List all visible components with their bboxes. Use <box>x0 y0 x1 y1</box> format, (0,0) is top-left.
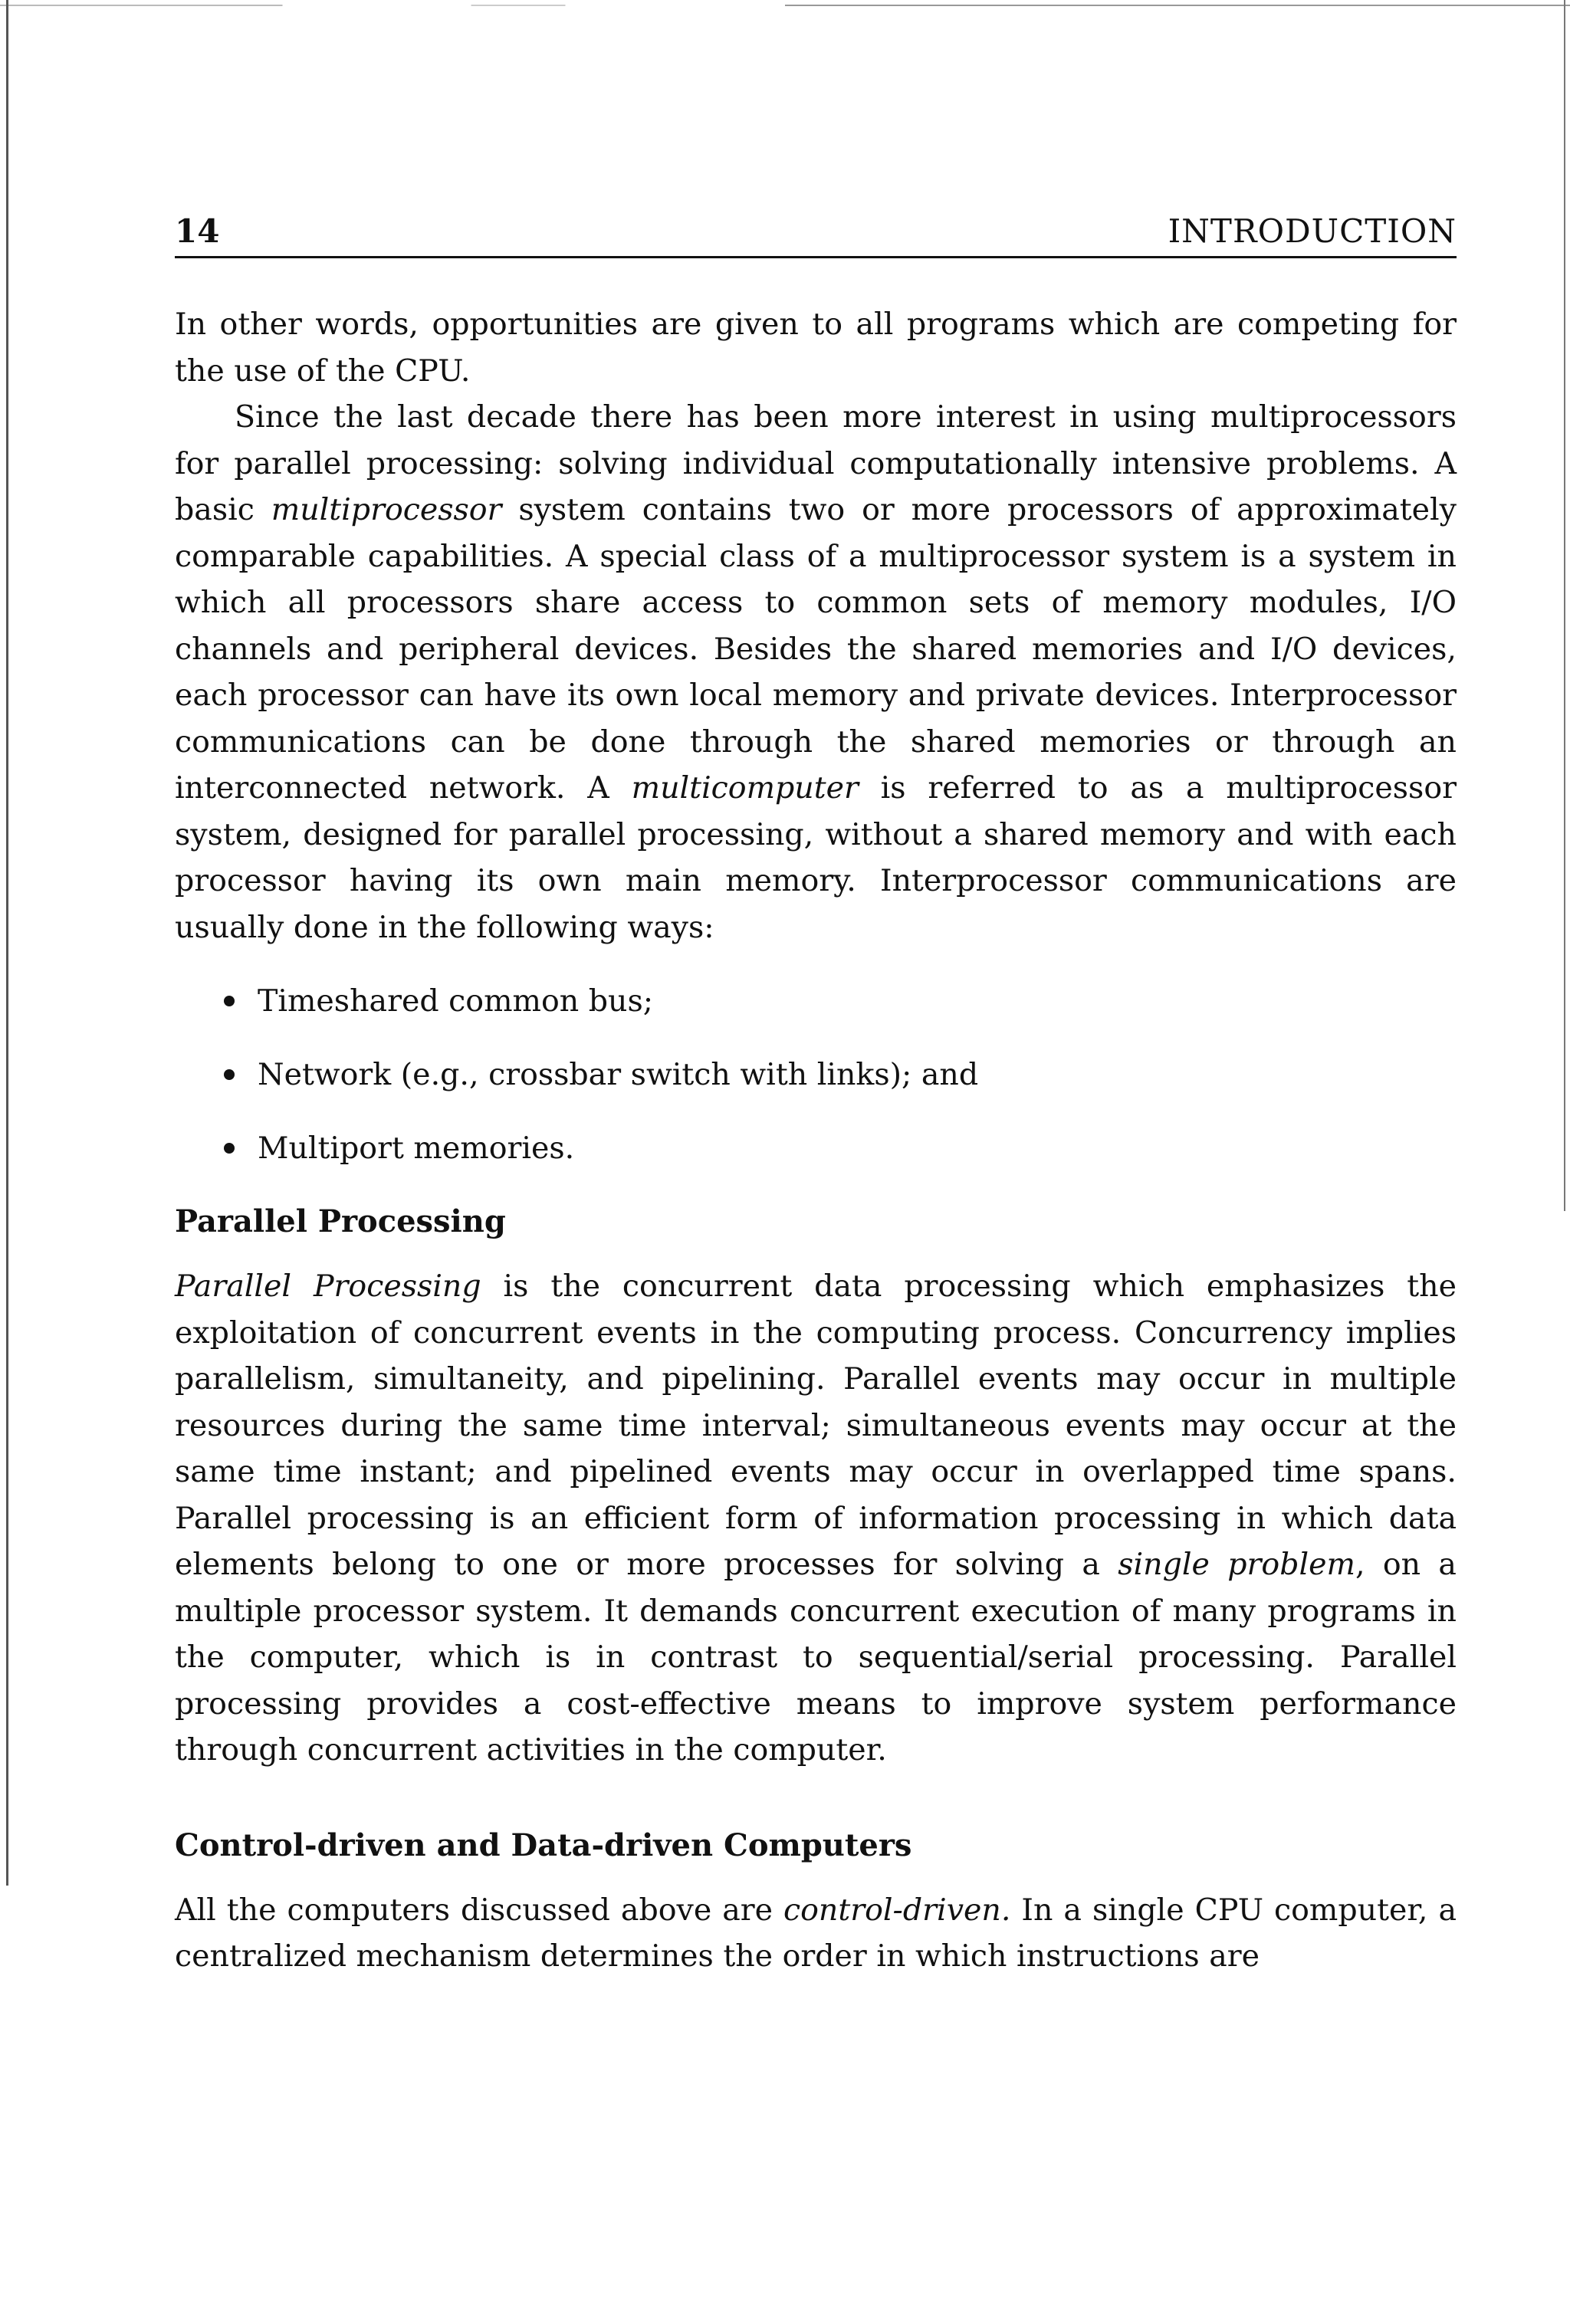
term-parallel-processing: Parallel Processing <box>175 1269 481 1304</box>
heading-parallel-processing: Parallel Processing <box>175 1203 506 1239</box>
list-item-text: Timeshared common bus; <box>258 983 654 1019</box>
scan-edge-left <box>6 0 8 1886</box>
bullet-icon <box>224 1143 235 1154</box>
paragraph-2 <box>175 394 1457 950</box>
heading-control-data-driven: Control-driven and Data-driven Computers <box>175 1827 912 1863</box>
paragraph-2-text-c: is referred to as a multiprocessor system, designed for parallel processing, without a shared memory and with each processor having its own main memory. Interprocessor communications are usually done in the following ways: <box>175 770 1457 945</box>
term-single-problem: single problem <box>1118 1547 1355 1582</box>
list-item <box>224 1125 1457 1171</box>
scan-edge-right <box>1564 0 1565 1211</box>
list-item <box>224 978 1457 1024</box>
control-text-b: In a single CPU computer, a centralized mechanism determines the order in which instructions are <box>175 1892 1457 1974</box>
list-item-text: Network (e.g., crossbar switch with links); and <box>258 1057 979 1092</box>
paragraph-2-text-a: Since the last decade there has been more interest in using multiprocessors for parallel processing: solving individual computationally intensive problems. A basic <box>175 399 1457 527</box>
scan-edge-top <box>0 5 1570 6</box>
paragraph-2-text-b: system contains two or more processors of approximately comparable capabilities. A special class of a multiprocessor system is a system in which all processors share access to common sets of memory modules, I/O channels and peripheral devices. Besides the shared memories and I/O devices, each processor can have its own local memory and private devices. Interprocessor communications can be done through the shared memories or through an interconnected network. A <box>175 492 1457 806</box>
book-page <box>175 201 1457 1980</box>
paragraph-parallel-processing <box>175 1263 1457 1774</box>
page-header <box>175 201 1457 258</box>
list-item <box>224 1052 1457 1098</box>
paragraph-1 <box>175 301 1457 394</box>
parallel-text-b: , on a multiple processor system. It demands concurrent execution of many programs in the computer, which is in contrast to sequential/serial processing. Parallel processing provides a cost-effective means to improve system performance through concurrent activities in the computer. <box>175 1547 1457 1768</box>
parallel-text-a: is the concurrent data processing which emphasizes the exploitation of concurrent events in the computing process. Concurrency implies parallelism, simultaneity, and pipelining. Parallel events may occur in multiple resources during the same time interval; simultaneous events may occur at the same time instant; and pipelined events may occur in overlapped time spans. Parallel processing is an efficient form of information processing in which data elements belong to one or more processes for solving a <box>175 1269 1457 1582</box>
page-number: 14 <box>175 212 220 250</box>
paragraph-1-text: In other words, opportunities are given to all programs which are competing for the use of the CPU. <box>175 307 1457 389</box>
control-text-a: All the computers discussed above are <box>175 1892 784 1928</box>
bullet-icon <box>224 1069 235 1080</box>
bullet-icon <box>224 996 235 1006</box>
term-control-driven: control-driven. <box>783 1892 1011 1928</box>
bullet-list <box>175 978 1457 1171</box>
body-text <box>175 301 1457 1980</box>
running-head: INTRODUCTION <box>1168 212 1457 250</box>
term-multicomputer: multicomputer <box>631 770 859 806</box>
term-multiprocessor: multiprocessor <box>271 492 502 527</box>
paragraph-control-driven <box>175 1887 1457 1980</box>
list-item-text: Multiport memories. <box>258 1131 575 1166</box>
